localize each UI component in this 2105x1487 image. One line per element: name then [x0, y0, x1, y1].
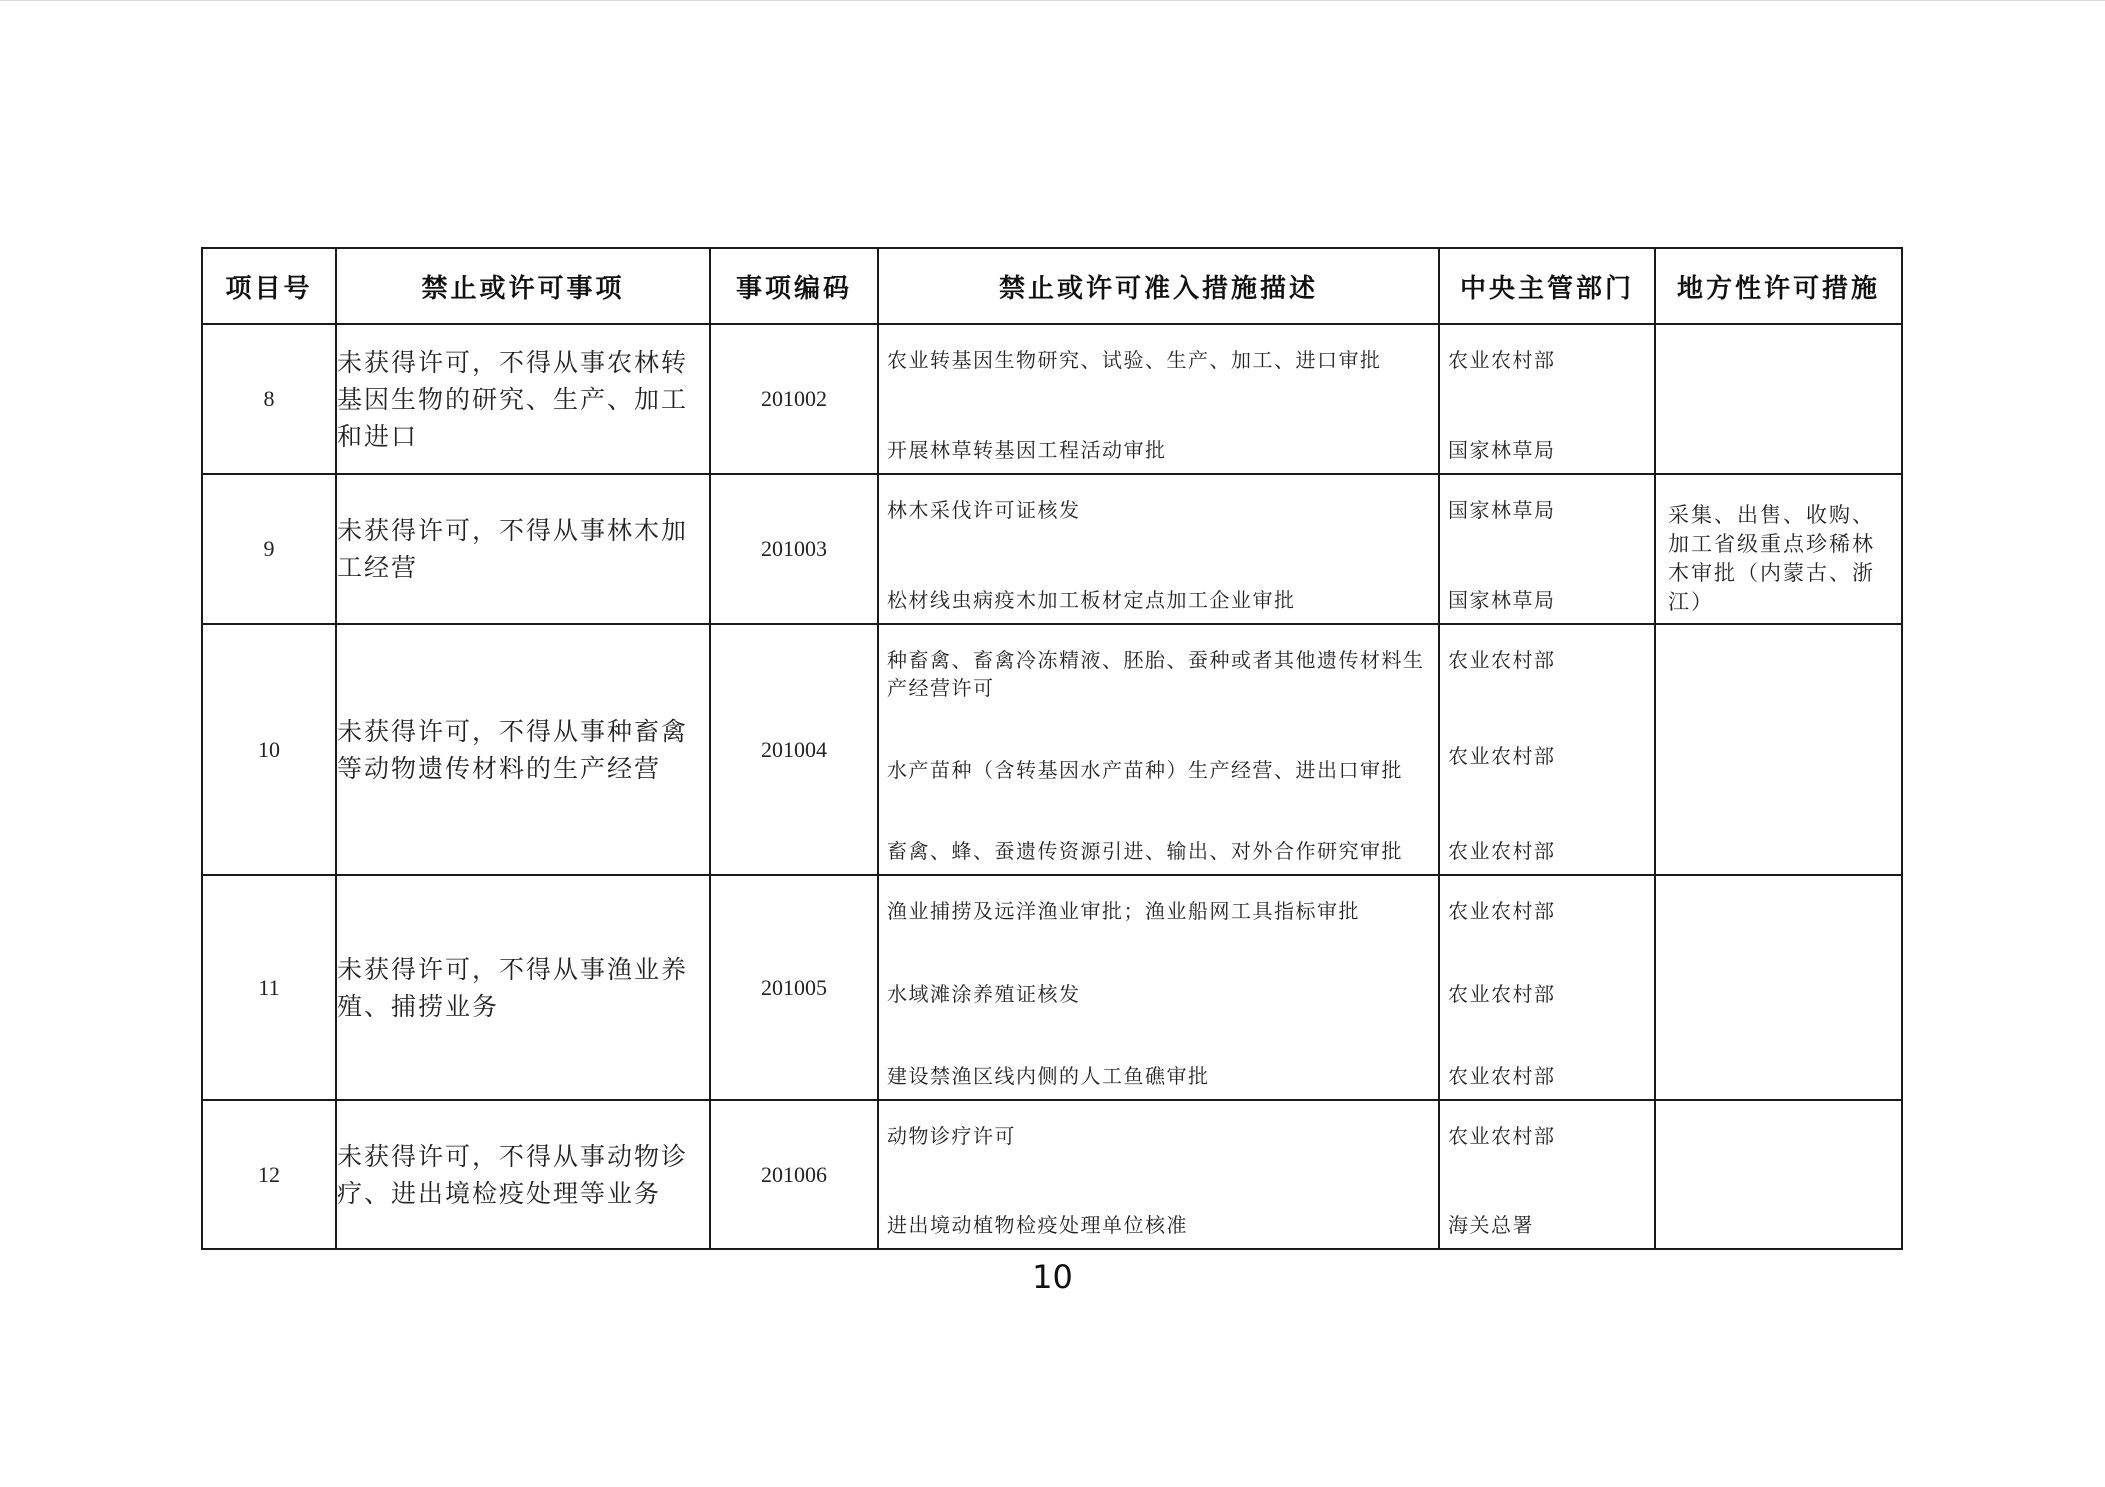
item-cell: 未获得许可，不得从事动物诊疗、进出境检疫处理等业务	[336, 1100, 710, 1249]
central-department-cell	[1439, 324, 1655, 474]
header-central-department: 中央主管部门	[1439, 248, 1655, 324]
local-measure-text	[1656, 389, 1901, 409]
item-code-cell: 201004	[710, 624, 878, 875]
item-cell: 未获得许可，不得从事种畜禽等动物遗传材料的生产经营	[336, 624, 710, 875]
item-cell: 未获得许可，不得从事渔业养殖、捕捞业务	[336, 875, 710, 1100]
central-department: 海关总署	[1448, 1213, 1534, 1237]
table-row	[202, 1100, 1902, 1249]
item-code-cell: 201003	[710, 474, 878, 624]
table-row	[202, 474, 1902, 624]
measure-description: 水域滩涂养殖证核发	[887, 981, 1081, 1006]
measure-description-cell	[878, 875, 1439, 1100]
central-department: 农业农村部	[1448, 1064, 1556, 1088]
measure-description: 建设禁渔区线内侧的人工鱼礁审批	[887, 1064, 1210, 1088]
header-item: 禁止或许可事项	[336, 248, 710, 324]
measure-description: 动物诊疗许可	[887, 1124, 1016, 1148]
central-department-cell	[1439, 624, 1655, 875]
measure-description: 松材线虫病疫木加工板材定点加工企业审批	[887, 588, 1296, 612]
project-number-cell: 8	[202, 324, 336, 474]
measure-description: 开展林草转基因工程活动审批	[887, 438, 1167, 462]
top-border-line	[0, 0, 2105, 1]
measure-description-cell	[878, 1100, 1439, 1249]
measure-description-cell	[878, 324, 1439, 474]
project-number-cell: 10	[202, 624, 336, 875]
project-number-cell: 9	[202, 474, 336, 624]
central-department: 国家林草局	[1448, 588, 1556, 612]
table-row	[202, 324, 1902, 474]
central-department: 农业农村部	[1448, 648, 1556, 672]
central-department: 农业农村部	[1448, 839, 1556, 863]
central-department: 农业农村部	[1448, 348, 1556, 372]
local-measure-text: 采集、出售、收购、加工省级重点珍稀林木审批（内蒙古、浙江）	[1668, 503, 1875, 614]
header-measure-description: 禁止或许可准入措施描述	[878, 248, 1439, 324]
measure-description: 进出境动植物检疫处理单位核准	[887, 1213, 1188, 1237]
table-row	[202, 624, 1902, 875]
local-measures-cell	[1655, 875, 1902, 1100]
measure-description: 渔业捕捞及远洋渔业审批；渔业船网工具指标审批	[887, 899, 1360, 923]
measure-description: 水产苗种（含转基因水产苗种）生产经营、进出口审批	[887, 757, 1403, 782]
page-number: 10	[1032, 1258, 1073, 1296]
central-department: 农业农村部	[1448, 1124, 1556, 1148]
measure-description: 畜禽、蜂、蚕遗传资源引进、输出、对外合作研究审批	[887, 839, 1403, 863]
measure-description: 种畜禽、畜禽冷冻精液、胚胎、蚕种或者其他遗传材料生产经营许可	[887, 648, 1425, 700]
market-access-table	[201, 247, 1903, 1250]
local-measure-text	[1656, 978, 1901, 998]
central-department: 国家林草局	[1448, 438, 1556, 462]
item-code-cell: 201002	[710, 324, 878, 474]
measure-description-cell	[878, 474, 1439, 624]
table-header-row	[202, 248, 1902, 324]
local-measures-cell	[1655, 1100, 1902, 1249]
header-project-number: 项目号	[202, 248, 336, 324]
local-measure-text	[1656, 1165, 1901, 1185]
local-measure-text	[1656, 740, 1901, 760]
local-measures-cell	[1655, 324, 1902, 474]
central-department: 农业农村部	[1448, 981, 1556, 1006]
item-cell: 未获得许可，不得从事农林转基因生物的研究、生产、加工和进口	[336, 324, 710, 474]
local-measures-cell	[1655, 624, 1902, 875]
header-local-measures: 地方性许可措施	[1655, 248, 1902, 324]
project-number-cell: 11	[202, 875, 336, 1100]
measure-description-cell	[878, 624, 1439, 875]
central-department-cell	[1439, 875, 1655, 1100]
measure-description: 林木采伐许可证核发	[887, 498, 1081, 522]
central-department: 农业农村部	[1448, 899, 1556, 923]
table-row	[202, 875, 1902, 1100]
central-department: 农业农村部	[1448, 743, 1556, 768]
project-number-cell: 12	[202, 1100, 336, 1249]
local-measures-cell	[1655, 474, 1902, 624]
central-department-cell	[1439, 1100, 1655, 1249]
item-code-cell: 201006	[710, 1100, 878, 1249]
measure-description: 农业转基因生物研究、试验、生产、加工、进口审批	[887, 348, 1382, 372]
central-department: 国家林草局	[1448, 498, 1556, 522]
central-department-cell	[1439, 474, 1655, 624]
item-cell: 未获得许可，不得从事林木加工经营	[336, 474, 710, 624]
item-code-cell: 201005	[710, 875, 878, 1100]
header-item-code: 事项编码	[710, 248, 878, 324]
